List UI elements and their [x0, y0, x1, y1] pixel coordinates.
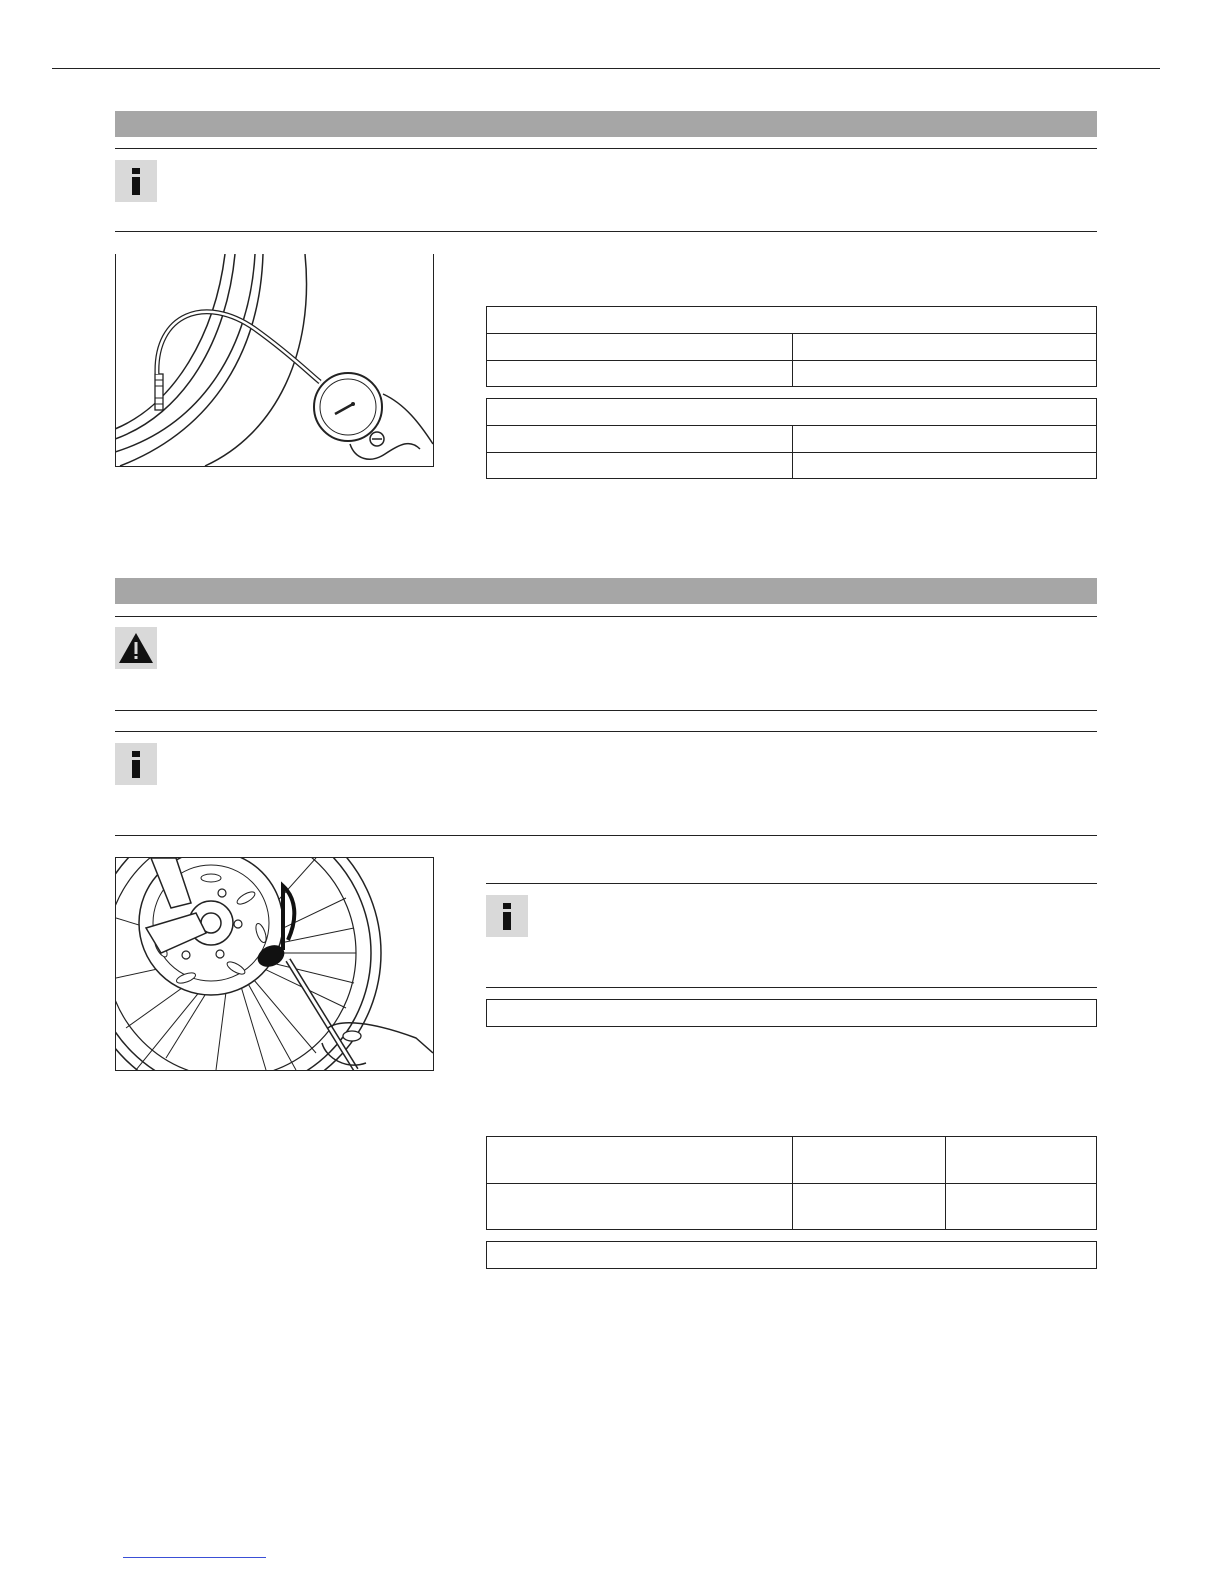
- footer-link[interactable]: [123, 1557, 266, 1558]
- brake-disc-wear-illustration: [115, 857, 434, 1071]
- warning-icon: [115, 627, 157, 669]
- info-icon: [115, 743, 157, 785]
- table-column-divider: [792, 425, 793, 478]
- tire-pressure-gauge-illustration: [115, 254, 434, 467]
- brake-disc-spec-box-1: [486, 999, 1097, 1027]
- tire-pressure-table-2: [486, 398, 1097, 479]
- info-icon: [486, 895, 528, 937]
- info-note-bottom-rule: [115, 835, 1097, 836]
- table-column-divider: [792, 1137, 793, 1229]
- section-header-bar-brake-discs: [115, 578, 1097, 604]
- info-note-top-rule: [115, 148, 1097, 149]
- table-column-divider: [792, 333, 793, 386]
- info-note-bottom-rule: [486, 987, 1097, 988]
- info-icon: [115, 160, 157, 202]
- tire-pressure-table-1: [486, 306, 1097, 387]
- info-note-bottom-rule: [115, 231, 1097, 232]
- warning-note-bottom-rule: [115, 710, 1097, 711]
- info-note-top-rule: [486, 883, 1097, 884]
- section-header-bar-tire-pressure: [115, 111, 1097, 137]
- table-column-divider: [945, 1137, 946, 1229]
- brake-disc-spec-box-2: [486, 1241, 1097, 1269]
- warning-note-top-rule: [115, 616, 1097, 617]
- page-top-rule: [52, 68, 1160, 69]
- brake-disc-thickness-table: [486, 1136, 1097, 1230]
- info-note-top-rule: [115, 731, 1097, 732]
